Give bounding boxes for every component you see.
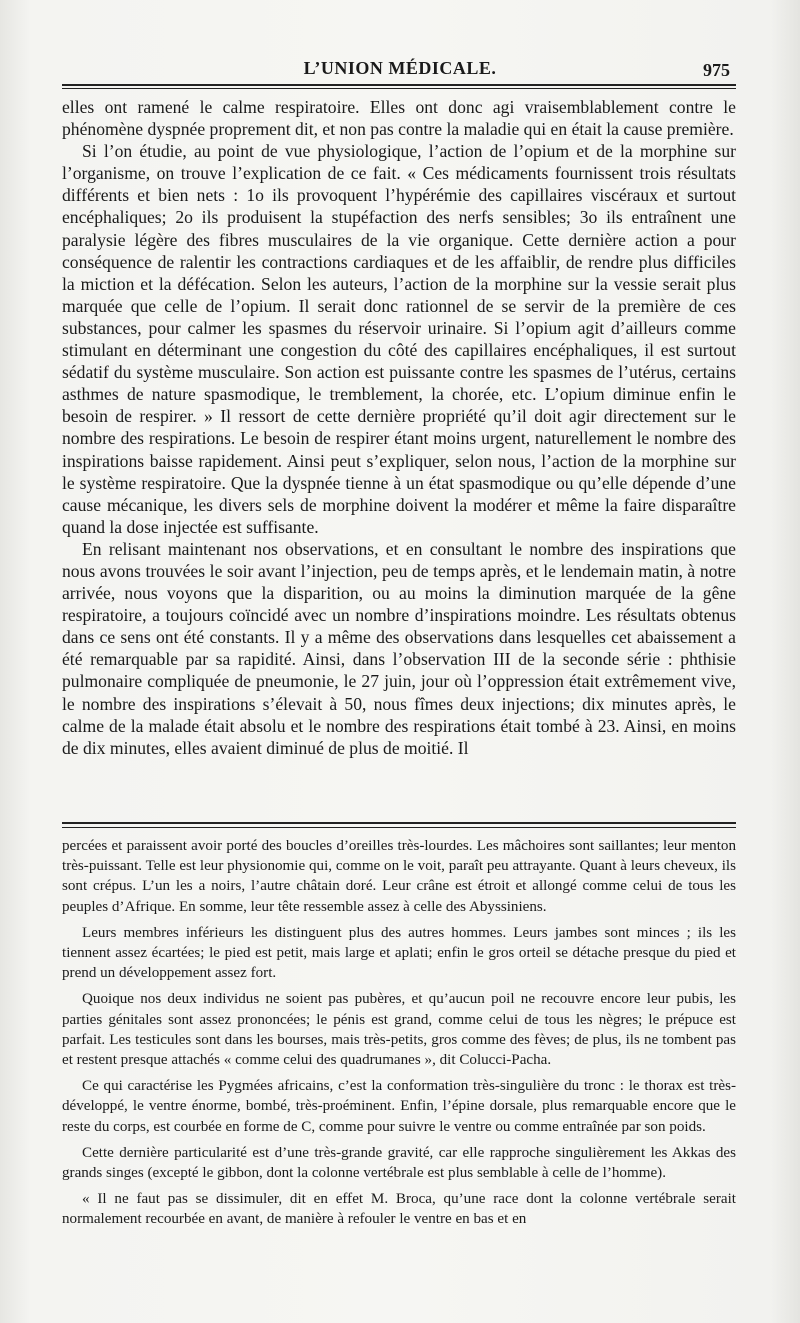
running-header — [62, 52, 738, 86]
main-paragraph: elles ont ramené le calme respiratoire. Elles ont donc agi vraisemblablement contre le phénomène dyspnée proprement dit, et non pas contre la maladie qui en était la cause première. — [62, 97, 736, 140]
note-paragraph: Leurs membres inférieurs les distinguent plus des autres hommes. Leurs jambes sont minces ; ils les tiennent assez écartées; le pied est petit, mais large et aplati; enfin le gros orteil se détache presque du pied et prend un développement assez fort. — [62, 924, 736, 982]
main-paragraph: En relisant maintenant nos observations, et en consultant le nombre des inspirations que nous avons trouvées le soir avant l’injection, peu de temps après, et le lendemain matin, à notre arrivée, nous voyons que la disparition, ou au moins la diminution marquée de la gêne respiratoire, a toujours coïncidé avec un nombre d’inspirations moindre. Les résultats obtenus dans ce sens ont été constants. Il y a même des observations dans lesquelles cet abaissement a été remarquable par sa rapidité. Ainsi, dans l’observation III de la seconde série : phthisie pulmonaire compliquée de pneumonie, le 27 juin, jour où l’oppression était extrêmement vive, le nombre des inspirations s’élevait à 50, nous fîmes deux injections; dix minutes après, le calme de la malade était absolu et le nombre des respirations était tombé à 23. Ainsi, en moins de dix minutes, elles avaient diminué de plus de moitié. Il — [62, 538, 736, 758]
footnote-separator-thin — [62, 827, 736, 828]
note-paragraph: « Il ne faut pas se dissimuler, dit en effet M. Broca, qu’une race dont la colonne vertébrale serait normalement recourbée en avant, de manière à refouler le ventre en bas et en — [62, 1191, 736, 1228]
page-number: 975 — [703, 60, 730, 80]
footnote-text — [62, 836, 736, 1236]
note-paragraph: percées et paraissent avoir porté des boucles d’oreilles très-lourdes. Les mâchoires sont saillantes; leur menton très-puissant. Telle est leur physionomie qui, comme on le voit, paraît peu attrayante. Quant à leurs cheveux, ils sont crépus. L’un les a noirs, l’autre châtain doré. Leur crâne est étroit et allongé comme celui de tous les peuples d’Afrique. En somme, leur tête ressemble assez à celle des Abyssiniens. — [62, 838, 736, 915]
main-paragraph: Si l’on étudie, au point de vue physiologique, l’action de l’opium et de la morphine sur l’organisme, on trouve l’explication de ce fait. « Ces médicaments fournissent trois résultats différents et bien nets : 1o ils provoquent l’hypérémie des capillaires viscéraux et surtout encéphaliques; 2o ils produisent la stupéfaction des nerfs sensibles; 3o ils entraînent une paralysie légère des fibres musculaires de la vie organique. Cette dernière action a pour conséquence de ralentir les contractions cardiaques et de les affaiblir, de rendre plus difficiles la miction et la défécation. Selon les auteurs, l’action de la morphine sur la vessie serait plus marquée que celle de l’opium. Il serait donc rationnel de se servir de la première de ces substances, pour calmer les spasmes du réservoir urinaire. Si l’opium agit d’ailleurs comme stimulant en déterminant une congestion du côté des capillaires encéphaliques, il est surtout sédatif du système musculaire. Son action est puissante contre les spasmes de l’utérus, certains asthmes de nature spasmodique, le tremblement, la chorée, etc. L’opium diminue enfin le besoin de respirer. » Il ressort de cette dernière propriété qu’il doit agir directement sur le nombre des respirations. Le besoin de respirer étant moins urgent, naturellement le nombre des inspirations baisse rapidement. Ainsi peut s’expliquer, selon nous, l’action de la morphine sur le système respiratoire. Que la dyspnée tienne à un état spasmodique ou qu’elle dépende d’une cause mécanique, les divers sels de morphine doivent la modérer et même la faire disparaître quand la dose injectée est suffisante. — [62, 141, 736, 537]
journal-title: L’UNION MÉDICALE. — [303, 58, 497, 78]
main-text — [62, 96, 736, 759]
note-paragraph: Quoique nos deux individus ne soient pas pubères, et qu’aucun poil ne recouvre encore leur pubis, les parties génitales sont assez prononcées; le pénis est grand, comme celui de tous les nègres; le prépuce est parfait. Les testicules sont dans les bourses, mais très-petits, gros comme des fèves; de plus, ils ne tombent pas et restent presque attachés « comme celui des quadrumanes », dit Colucci-Pacha. — [62, 991, 736, 1069]
note-paragraph: Ce qui caractérise les Pygmées africains, c’est la conformation très-singulière du tronc : le thorax est très-développé, le ventre énorme, bombé, très-proéminent. Enfin, l’épine dorsale, plus remarquable encore que le reste du corps, est courbée en forme de C, comme pour suivre le ventre ou comme entraînée par son poids. — [62, 1078, 736, 1135]
footnote-separator — [62, 822, 736, 824]
header-rule — [62, 84, 736, 86]
note-paragraph: Cette dernière particularité est d’une très-grande gravité, car elle rapproche singulièrement les Akkas des grands singes (excepté le gibbon, dont la colonne vertébrale est plus semblable à celle de l’homme). — [62, 1144, 736, 1182]
header-rule-thin — [62, 88, 736, 89]
